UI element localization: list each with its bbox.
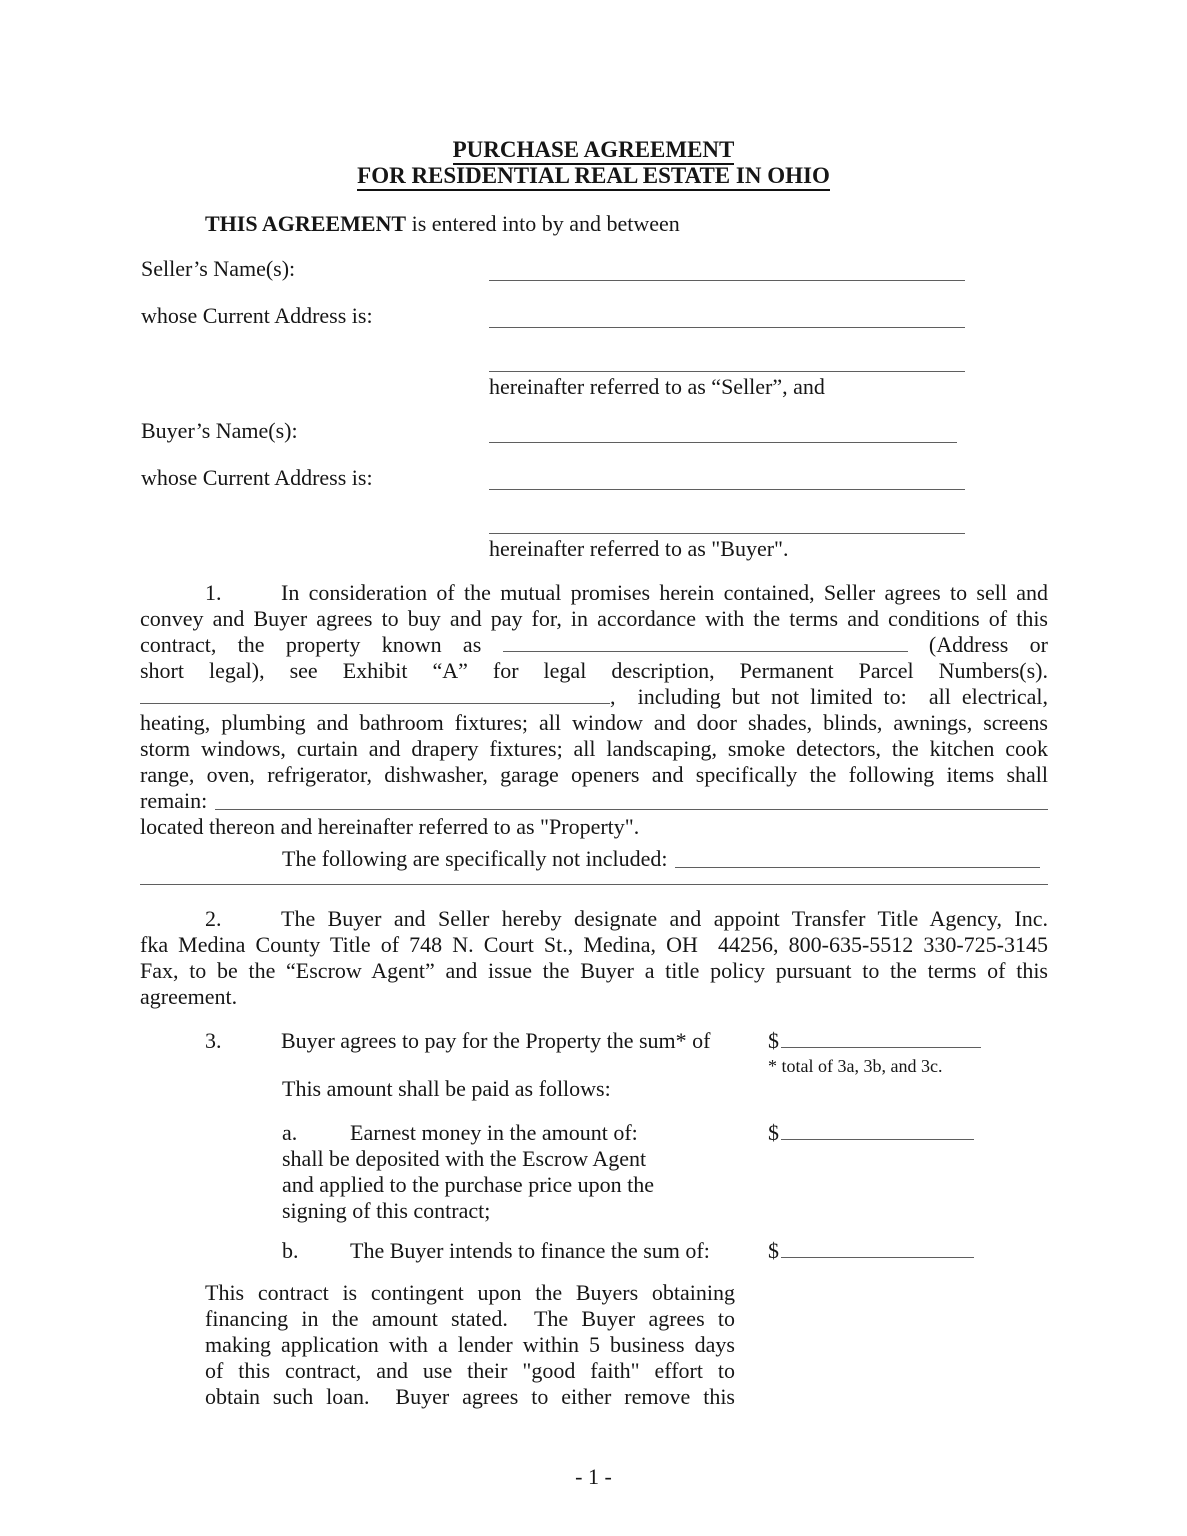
seller-address-label: whose Current Address is: (141, 303, 373, 328)
p1-line-10 (140, 814, 1048, 840)
financing-contingency-paragraph (205, 1280, 735, 1410)
p1-line-3 (140, 632, 1048, 658)
earnest-money-field (768, 1120, 974, 1146)
parcel-number-blank[interactable] (140, 691, 610, 704)
p3-number: 3. (205, 1028, 222, 1053)
page-number: - 1 - (575, 1464, 612, 1489)
contingency-text-3: making application with a lender within 5 business days (205, 1332, 735, 1357)
not-included-blank[interactable] (675, 846, 1040, 868)
document-title-line2 (0, 163, 1187, 189)
buyer-name-label: Buyer’s Name(s): (141, 418, 298, 443)
p1-line-1 (140, 580, 1048, 606)
p2-line-2 (140, 932, 1048, 958)
paid-as-follows-text: This amount shall be paid as follows: (282, 1076, 611, 1101)
intro-rest-text: is entered into by and between (406, 211, 680, 236)
buyer-tagline: hereinafter referred to as "Buyer". (489, 536, 789, 561)
intro-sentence (205, 211, 680, 237)
contingency-line-5 (205, 1384, 735, 1410)
p1-line-5 (140, 684, 1048, 710)
p2-text-3: Fax, to be the “Escrow Agent” and issue the Buyer a title policy pursuant to the terms of this (140, 958, 1048, 983)
contingency-text-1: This contract is contingent upon the Buyers obtaining (205, 1280, 735, 1305)
finance-sum-field (768, 1238, 974, 1264)
purchase-sum-field (768, 1028, 981, 1054)
title-text-2: FOR RESIDENTIAL REAL ESTATE IN OHIO (357, 163, 830, 191)
p1-text-7: storm windows, curtain and drapery fixtures; all landscaping, smoke detectors, the kitchen cook (140, 736, 1048, 761)
item-a-text-4: signing of this contract; (282, 1198, 491, 1223)
item-a (282, 1120, 762, 1224)
p1-text-5: , including but not limited to: all electrical, (610, 684, 1048, 709)
p1-number: 1. (205, 580, 222, 605)
contingency-line-4 (205, 1358, 735, 1384)
p1-text-1: In consideration of the mutual promises herein contained, Seller agrees to sell and (281, 580, 1048, 605)
seller-address-blank-2[interactable] (489, 371, 965, 372)
contingency-line-3 (205, 1332, 735, 1358)
p1-line-2 (140, 606, 1048, 632)
p2-text-1: The Buyer and Seller hereby designate and appoint Transfer Title Agency, Inc. (281, 906, 1048, 931)
p2-text-4: agreement. (140, 984, 238, 1009)
item-b-letter: b. (282, 1238, 299, 1263)
p3-main-text: Buyer agrees to pay for the Property the sum* of (281, 1028, 711, 1053)
purchase-sum-blank[interactable] (781, 1035, 981, 1048)
title-text-1: PURCHASE AGREEMENT (453, 137, 735, 165)
paragraph-3 (140, 1028, 711, 1054)
p1-text-3b: (Address or (928, 632, 1048, 657)
p1-text-3a: contract, the property known as (140, 632, 482, 657)
seller-address-blank-1[interactable] (489, 327, 965, 328)
p1-text-8: range, oven, refrigerator, dishwasher, garage openers and specifically the following items shall (140, 762, 1048, 787)
paragraph-2 (140, 906, 1048, 1010)
p1-text-6: heating, plumbing and bathroom fixtures; all window and door shades, blinds, awnings, screens (140, 710, 1048, 735)
item-a-line-3 (282, 1172, 762, 1198)
p1-line-8 (140, 762, 1048, 788)
not-included-row (282, 846, 1048, 872)
item-a-text-2: shall be deposited with the Escrow Agent (282, 1146, 647, 1171)
p1-text-2: convey and Buyer agrees to buy and pay for, in accordance with the terms and conditions of this (140, 606, 1048, 631)
item-b-line-1 (282, 1238, 762, 1264)
intro-bold-text: THIS AGREEMENT (205, 211, 407, 236)
paragraph-1 (140, 580, 1048, 840)
p1-text-4: short legal), see Exhibit “A” for legal description, Permanent Parcel Numbers(s). (140, 658, 1048, 683)
seller-name-blank[interactable] (489, 280, 965, 281)
item-b (282, 1238, 762, 1264)
p1-line-7 (140, 736, 1048, 762)
p2-line-4 (140, 984, 1048, 1010)
not-included-blank-continued[interactable] (140, 884, 1048, 885)
p1-text-10: located thereon and hereinafter referred to as "Property". (140, 814, 640, 839)
item-a-line-2 (282, 1146, 762, 1172)
finance-sum-dollar-sign: $ (768, 1238, 779, 1263)
contingency-line-2 (205, 1306, 735, 1332)
p2-line-1 (140, 906, 1048, 932)
contingency-line-1 (205, 1280, 735, 1306)
not-included-label: The following are specifically not included: (282, 846, 668, 871)
earnest-money-dollar-sign: $ (768, 1120, 779, 1145)
item-b-text-1: The Buyer intends to finance the sum of: (350, 1238, 710, 1263)
buyer-address-label: whose Current Address is: (141, 465, 373, 490)
item-a-line-4 (282, 1198, 762, 1224)
items-remain-blank[interactable] (215, 788, 1048, 810)
sum-footnote: * total of 3a, 3b, and 3c. (768, 1056, 943, 1076)
p1-line-4 (140, 658, 1048, 684)
buyer-address-blank-2[interactable] (489, 533, 965, 534)
contingency-text-4: of this contract, and use their "good faith" effort to (205, 1358, 735, 1383)
earnest-money-blank[interactable] (781, 1127, 974, 1140)
finance-sum-blank[interactable] (781, 1245, 974, 1258)
p2-text-2: fka Medina County Title of 748 N. Court St., Medina, OH 44256, 800-635-5512 330-725-3145 (140, 932, 1048, 957)
buyer-name-blank[interactable] (489, 442, 957, 443)
p2-line-3 (140, 958, 1048, 984)
document-title-line1 (0, 137, 1187, 163)
contingency-text-2: financing in the amount stated. The Buyer agrees to (205, 1306, 735, 1331)
item-a-line-1 (282, 1120, 762, 1146)
p1-line-6 (140, 710, 1048, 736)
contingency-text-5: obtain such loan. Buyer agrees to either remove this (205, 1384, 735, 1409)
item-a-text-1: Earnest money in the amount of: (350, 1120, 638, 1145)
seller-name-label: Seller’s Name(s): (141, 256, 296, 281)
item-a-letter: a. (282, 1120, 298, 1145)
property-address-blank[interactable] (503, 639, 908, 652)
p1-remain-label: remain: (140, 788, 208, 813)
p2-number: 2. (205, 906, 222, 931)
seller-tagline: hereinafter referred to as “Seller”, and (489, 374, 825, 399)
buyer-address-blank-1[interactable] (489, 489, 965, 490)
purchase-sum-dollar-sign: $ (768, 1028, 779, 1053)
item-a-text-3: and applied to the purchase price upon the (282, 1172, 655, 1197)
p1-line-9 (140, 788, 1048, 814)
